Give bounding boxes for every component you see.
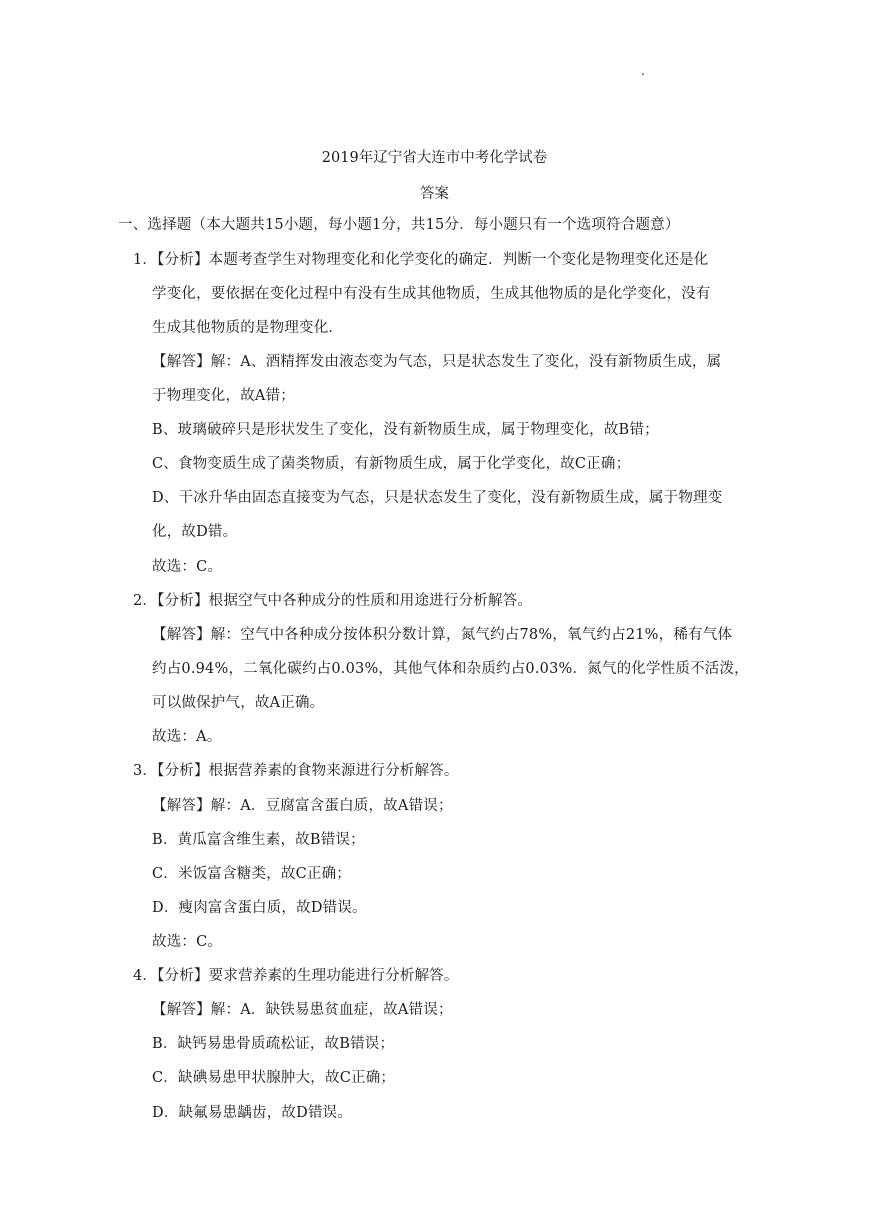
answer-line: 【解答】解：A．缺铁易患贫血症，故A错误； — [152, 1002, 453, 1018]
answer-line: C．缺碘易患甲状腺肿大，故C正确； — [152, 1070, 396, 1086]
document-title: 2019年辽宁省大连市中考化学试卷 — [321, 150, 548, 166]
section-heading: 一、选择题（本大题共15小题，每小题1分，共15分．每小题只有一个选项符合题意） — [118, 217, 680, 233]
answer-line: 【解答】解：空气中各种成分按体积分数计算，氮气约占78%，氧气约占21%，稀有气体 — [152, 627, 733, 643]
corner-mark: . — [641, 64, 645, 78]
answer-line: C、食物变质生成了菌类物质，有新物质生成，属于化学变化，故C正确； — [152, 456, 631, 472]
answer-line: D．瘦肉富含蛋白质，故D错误。 — [152, 900, 367, 916]
answer-line: 4．【分析】要求营养素的生理功能进行分析解答。 — [133, 968, 459, 984]
answer-line: 学变化，要依据在变化过程中有没有生成其他物质，生成其他物质的是化学变化，没有 — [152, 286, 711, 302]
answer-line: 【解答】解：A、酒精挥发由液态变为气态，只是状态发生了变化，没有新物质生成，属 — [152, 354, 722, 370]
answer-line: B、玻璃破碎只是形状发生了变化，没有新物质生成，属于物理变化，故B错； — [152, 422, 659, 438]
answer-line: B．黄瓜富含维生素，故B错误； — [152, 832, 365, 848]
answer-line: C．米饭富含糖类，故C正确； — [152, 866, 351, 882]
answer-line: 【解答】解：A．豆腐富含蛋白质，故A错误； — [152, 798, 453, 814]
document-subtitle: 答案 — [420, 186, 449, 202]
answer-line: 3．【分析】根据营养素的食物来源进行分析解答。 — [133, 763, 459, 779]
answer-line: 于物理变化，故A错； — [152, 388, 295, 404]
answer-line: 故选：C。 — [152, 934, 223, 950]
answer-line: D、干冰升华由固态直接变为气态，只是状态发生了变化，没有新物质生成，属于物理变 — [152, 490, 723, 506]
answer-line: 1．【分析】本题考查学生对物理变化和化学变化的确定．判断一个变化是物理变化还是化 — [133, 252, 709, 268]
answer-line: 可以做保护气，故A正确。 — [152, 695, 325, 711]
answer-line: 故选：C。 — [152, 559, 223, 575]
answer-line: D．缺氟易患龋齿，故D错误。 — [152, 1105, 353, 1121]
answer-line: 生成其他物质的是物理变化． — [152, 320, 344, 336]
answer-line: 故选：A。 — [152, 729, 222, 745]
answer-line: B．缺钙易患骨质疏松证，故B错误； — [152, 1036, 395, 1052]
answer-line: 2．【分析】根据空气中各种成分的性质和用途进行分析解答。 — [133, 593, 533, 609]
answer-line: 约占0.94%，二氧化碳约占0.03%，其他气体和杂质约占0.03%．氮气的化学性质不活泼， — [152, 661, 749, 677]
answer-line: 化，故D错。 — [152, 524, 238, 540]
